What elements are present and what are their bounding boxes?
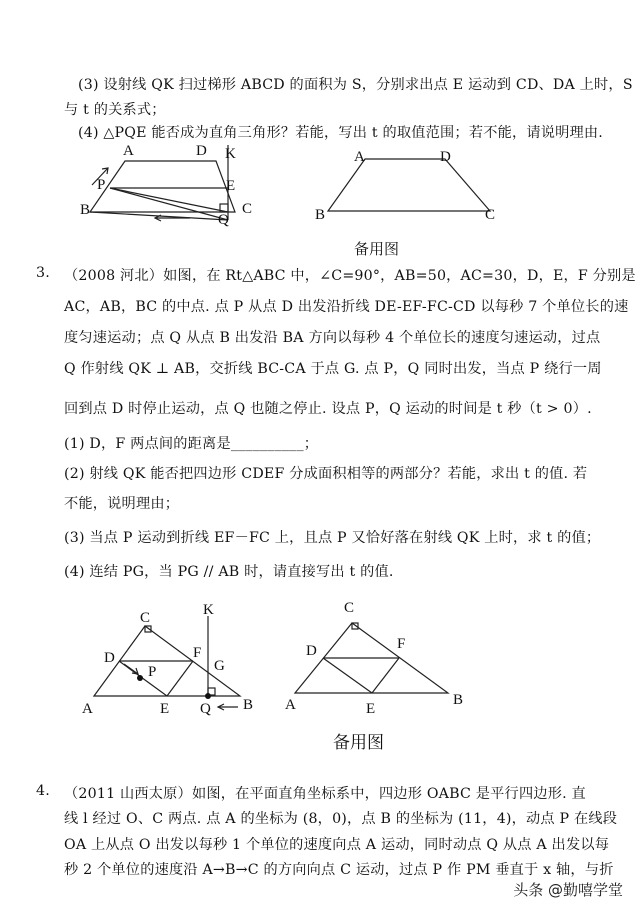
problem3-q4: (4) 连结 PG，当 PG // AB 时，请直接写出 t 的值.: [64, 564, 394, 580]
problem3-line5: 回到点 D 时停止运动，点 Q 也随之停止. 设点 P，Q 运动的时间是 t 秒（t > 0）.: [64, 401, 592, 417]
prev-part3-line2: 与 t 的关系式；: [64, 102, 166, 118]
tri-label-K: K: [203, 602, 214, 618]
backup2-label-F: F: [397, 636, 406, 652]
tri-label-P: P: [148, 664, 157, 680]
label-D: D: [196, 143, 207, 159]
label-K: K: [225, 146, 236, 162]
backup-label-B: B: [315, 207, 326, 223]
prev-part3-line1: (3) 设射线 QK 扫过梯形 ABCD 的面积为 S，分别求出点 E 运动到 CD、DA 上时，S: [78, 77, 633, 93]
problem3-q1: (1) D，F 两点间的距离是__________；: [64, 436, 319, 452]
problem4-line3: OA 上从点 O 出发以每秒 1 个单位的速度向点 A 运动，同时动点 Q 从点 A 出发以每: [64, 837, 610, 853]
problem3-line3: 度匀速运动；点 Q 从点 B 出发沿 BA 方向以每秒 4 个单位长的速度匀速运动，过点: [64, 330, 601, 346]
backup2-label-E: E: [366, 701, 376, 717]
label-B: B: [80, 202, 91, 218]
backup2-label-A: A: [285, 697, 296, 713]
tri-label-F: F: [193, 645, 202, 661]
tri-label-D: D: [104, 650, 115, 666]
backup2-label-D: D: [306, 643, 317, 659]
label-A: A: [123, 143, 134, 159]
tri-label-E: E: [160, 701, 170, 717]
label-C: C: [242, 201, 253, 217]
tri-label-G: G: [214, 658, 225, 674]
problem3-q2-line2: 不能，说明理由；: [64, 496, 180, 512]
label-Q: Q: [218, 212, 229, 228]
backup-label-D: D: [440, 149, 451, 165]
tri-label-C: C: [140, 610, 151, 626]
problem4-number: 4.: [36, 783, 50, 799]
problem3-q2-line1: (2) 射线 QK 能否把四边形 CDEF 分成面积相等的两部分？若能，求出 t 的值. 若: [64, 466, 588, 482]
backup-caption-1: 备用图: [354, 240, 400, 258]
problem4-line1: （2011 山西太原）如图，在平面直角坐标系中，四边形 OABC 是平行四边形. 直: [64, 786, 586, 802]
backup-label-C: C: [485, 207, 496, 223]
problem3-q3: (3) 当点 P 运动到折线 EF－FC 上，且点 P 又恰好落在射线 QK 上时，求 t 的值；: [64, 530, 601, 546]
backup-label-A: A: [354, 149, 365, 165]
backup2-label-C: C: [344, 600, 355, 616]
backup-caption-2: 备用图: [333, 733, 384, 753]
problem4-line4: 秒 2 个单位的速度沿 A→B→C 的方向向点 C 运动，过点 P 作 PM 垂直于 x 轴，与折: [64, 862, 614, 878]
trapezoid-backup-figure: [310, 145, 510, 225]
problem3-number: 3.: [36, 265, 50, 281]
watermark: 头条 @勤嘻学堂: [510, 878, 626, 901]
tri-label-Q: Q: [200, 701, 211, 717]
label-P: P: [97, 177, 106, 193]
tri-label-B: B: [243, 697, 254, 713]
problem3-line1: （2008 河北）如图，在 Rt△ABC 中，∠C=90°，AB=50，AC=30，D，E，F 分别是: [64, 268, 636, 284]
tri-label-A: A: [82, 701, 93, 717]
backup2-label-B: B: [453, 692, 464, 708]
problem4-line2: 线 l 经过 O、C 两点. 点 A 的坐标为 (8，0)，点 B 的坐标为 (11，4)，动点 P 在线段: [64, 811, 618, 827]
label-E: E: [226, 178, 236, 194]
prev-part4: (4) △PQE 能否成为直角三角形？若能，写出 t 的取值范围；若不能，请说明理由.: [78, 125, 604, 141]
problem3-line4: Q 作射线 QK ⊥ AB，交折线 BC-CA 于点 G. 点 P，Q 同时出发，当点 P 绕行一周: [64, 361, 602, 377]
problem3-line2: AC，AB，BC 的中点. 点 P 从点 D 出发沿折线 DE-EF-FC-CD 以每秒 7 个单位长的速: [64, 299, 629, 315]
